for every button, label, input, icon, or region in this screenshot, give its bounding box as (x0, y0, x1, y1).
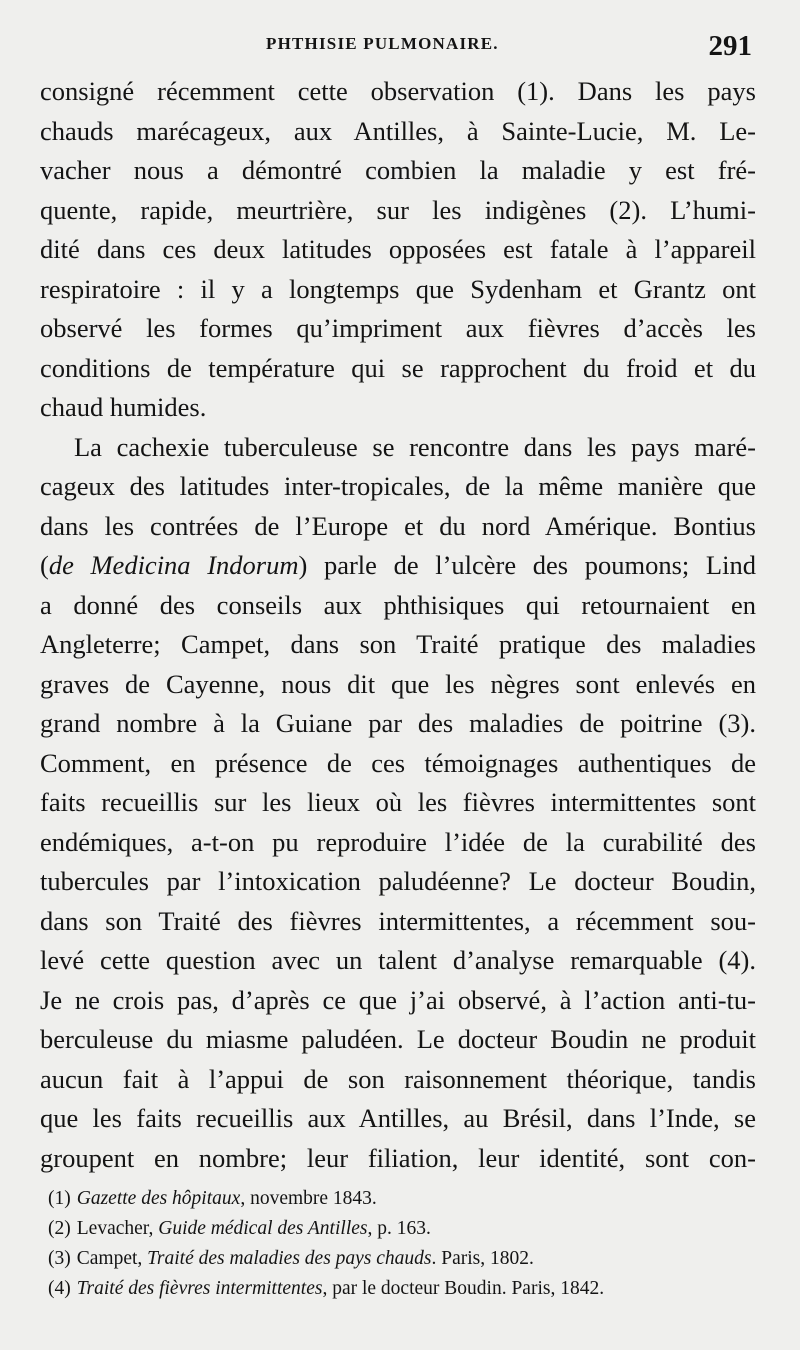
text-line: quente, rapide, meurtrière, sur les indigènes (2). L’humi- (40, 194, 756, 225)
text-line: vacher nous a démontré combien la maladie y est fré- (40, 155, 756, 185)
text-line: Je ne crois pas, d’après ce que j’ai observé, à l’action anti-tu- (40, 984, 756, 1015)
page-number: 291 (708, 30, 752, 62)
text-line: Angleterre; Campet, dans son Traité pratique des maladies (40, 629, 756, 659)
footnote (48, 1274, 766, 1304)
footnote (48, 1214, 766, 1244)
footnote-title: Traité des fièvres intermittentes (76, 1278, 323, 1299)
paragraph (40, 428, 756, 1179)
footnote-author: Campet, (76, 1248, 148, 1269)
text-line: graves de Cayenne, nous dit que les nègres sont enlevés en (40, 668, 756, 699)
running-title: PHTHISIE PULMONAIRE. (266, 34, 499, 53)
footnote-title: Traité des maladies des pays chauds (147, 1248, 432, 1269)
text-span: ) parle de l’ulcère des poumons; Lind (298, 550, 756, 580)
text-line: Comment, en présence de ces témoignages authentiques de (40, 747, 756, 778)
body-text (40, 72, 756, 1178)
text-line: faits recueillis sur les lieux où les fièvres intermittentes sont (40, 787, 756, 817)
text-line: dans les contrées de l’Europe et du nord Amérique. Bontius (40, 510, 756, 541)
footnote-detail: , p. 163. (367, 1218, 431, 1239)
text-line (40, 546, 756, 586)
text-line: a donné des conseils aux phthisiques qui retournaient en (40, 589, 756, 620)
text-line: aucun fait à l’appui de son raisonnement théorique, tandis (40, 1063, 756, 1094)
text-line: conditions de température qui se rapprochent du froid et du (40, 352, 756, 383)
text-line: dité dans ces deux latitudes opposées est fatale à l’appareil (40, 234, 756, 264)
footnote-title: Guide médical des Antilles (158, 1218, 368, 1239)
text-line: dans son Traité des fièvres intermittentes, a récemment sou- (40, 905, 756, 936)
text-line: chauds marécageux, aux Antilles, à Sainte-Lucie, M. Le- (40, 115, 756, 146)
text-line: groupent en nombre; leur filiation, leur identité, sont con- (40, 1142, 756, 1173)
footnote-number: (4) (48, 1278, 71, 1299)
footnote (48, 1184, 766, 1214)
text-line: levé cette question avec un talent d’analyse remarquable (4). (40, 945, 756, 975)
footnote-number: (2) (48, 1218, 71, 1239)
footnote-author: Levacher, (76, 1218, 159, 1239)
footnote-detail: , novembre 1843. (240, 1188, 377, 1209)
footnote (48, 1244, 766, 1274)
text-line: La cachexie tuberculeuse se rencontre dans les pays maré- (74, 431, 756, 462)
text-line: observé les formes qu’impriment aux fièvres d’accès les (40, 313, 756, 343)
paragraph (40, 72, 756, 428)
text-line: respiratoire : il y a longtemps que Sydenham et Grantz ont (40, 273, 756, 304)
footnote-number: (1) (48, 1188, 71, 1209)
running-head (0, 30, 800, 66)
text-line: chaud humides. (40, 392, 207, 422)
text-line: berculeuse du miasme paludéen. Le docteur Boudin ne produit (40, 1024, 756, 1054)
footnotes (48, 1184, 766, 1304)
text-line: consigné récemment cette observation (1). Dans les pays (40, 76, 756, 106)
footnote-detail: . Paris, 1802. (431, 1248, 534, 1269)
footnote-title: Gazette des hôpitaux (76, 1188, 241, 1209)
footnote-number: (3) (48, 1248, 71, 1269)
text-line: endémiques, a-t-on pu reproduire l’idée de la curabilité des (40, 826, 756, 857)
italic-title: de Medicina Indorum (48, 550, 299, 580)
text-line: cageux des latitudes inter-tropicales, de la même manière que (40, 471, 756, 501)
footnote-detail: , par le docteur Boudin. Paris, 1842. (322, 1278, 605, 1299)
text-line: grand nombre à la Guiane par des maladies de poitrine (3). (40, 708, 756, 738)
text-line: que les faits recueillis aux Antilles, au Brésil, dans l’Inde, se (40, 1103, 756, 1133)
text-span: ( (40, 550, 49, 580)
text-line: tubercules par l’intoxication paludéenne? Le docteur Boudin, (40, 866, 756, 896)
